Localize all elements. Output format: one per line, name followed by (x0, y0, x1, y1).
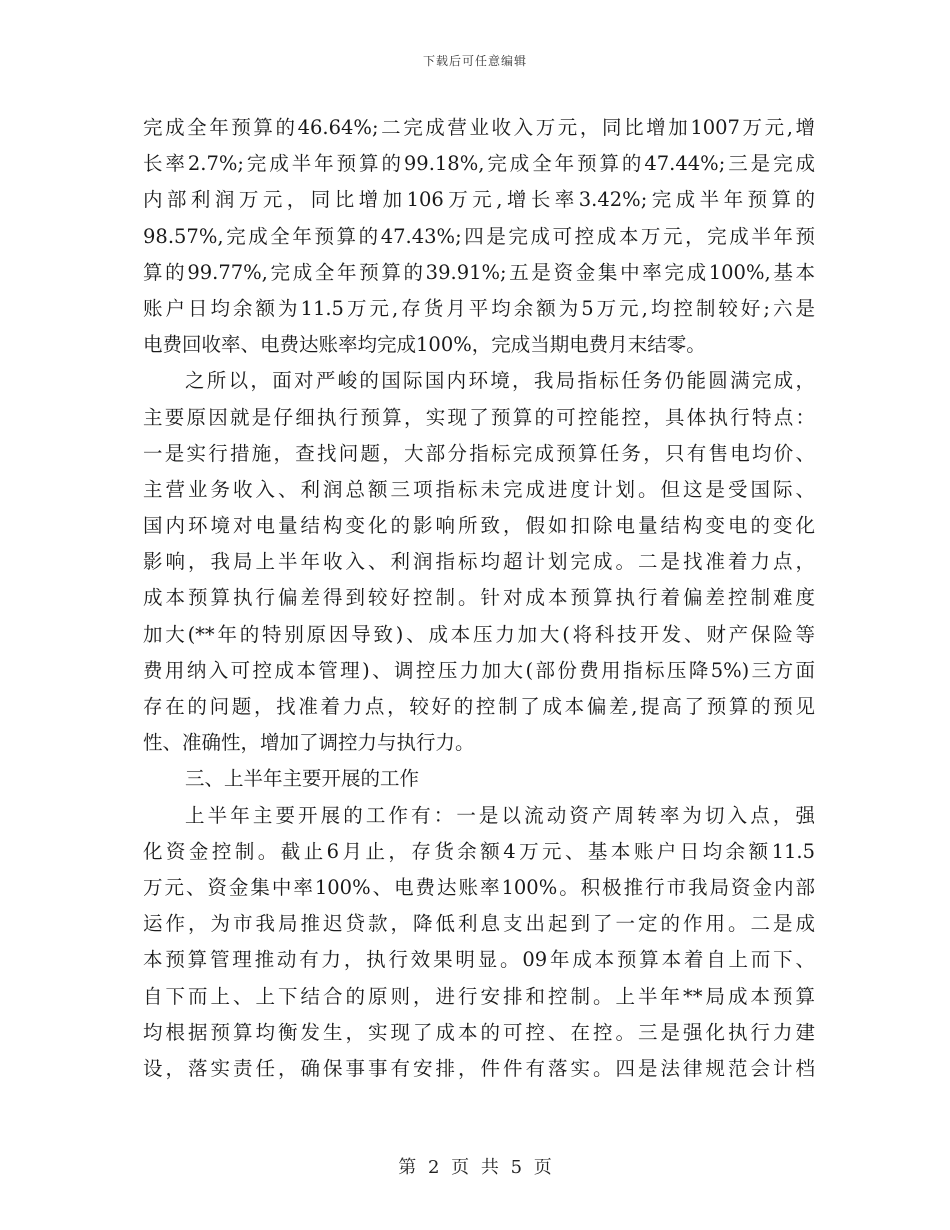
text-line: 化资金控制。截止6月止，存货余额4万元、基本账户日均余额11.5 (143, 839, 815, 863)
text-line: 万元、资金集中率100%、电费达账率100%。积极推行市我局资金内部 (143, 875, 815, 899)
text-line: 算的99.77%,完成全年预算的39.91%;五是资金集中率完成100%,基本 (143, 260, 815, 284)
text-line: 内部利润万元，同比增加106万元,增长率3.42%;完成半年预算的 (143, 188, 815, 212)
document-body (143, 110, 815, 1087)
text-line: 自下而上、上下结合的原则，进行安排和控制。上半年**局成本预算 (143, 984, 815, 1008)
text-line: 成本预算执行偏差得到较好控制。针对成本预算执行着偏差控制难度 (143, 586, 815, 610)
page-number-footer: 第 2 页 共 5 页 (398, 1157, 552, 1178)
text-line: 设，落实责任，确保事事有安排，件件有落实。四是法律规范会计档 (143, 1056, 815, 1080)
page-header: 下载后可任意编辑 (422, 54, 527, 68)
text-line: 均根据预算均衡发生，实现了成本的可控、在控。三是强化执行力建 (143, 1020, 815, 1044)
text-line: 运作，为市我局推迟贷款，降低利息支出起到了一定的作用。二是成 (143, 912, 815, 936)
text-line: 存在的问题，找准着力点，较好的控制了成本偏差,提高了预算的预见 (143, 695, 815, 718)
text-line: 加大(**年的特别原因导致)、成本压力加大(将科技开发、财产保险等 (143, 622, 815, 646)
section-heading: 三、上半年主要开展的工作 (185, 767, 420, 791)
text-line: 完成全年预算的46.64%;二完成营业收入万元，同比增加1007万元,增 (143, 116, 815, 139)
text-line: 主营业务收入、利润总额三项指标未完成进度计划。但这是受国际、 (143, 477, 815, 501)
text-line: 一是实行措施，查找问题，大部分指标完成预算任务，只有售电均价、 (143, 441, 815, 465)
text-line: 费用纳入可控成本管理)、调控压力加大(部份费用指标压降5%)三方面 (143, 658, 815, 682)
text-line: 国内环境对电量结构变化的影响所致，假如扣除电量结构变电的变化 (143, 514, 815, 538)
text-line: 长率2.7%;完成半年预算的99.18%,完成全年预算的47.44%;三是完成 (143, 152, 815, 176)
text-line: 电费回收率、电费达账率均完成100%，完成当期电费月末结零。 (143, 333, 706, 357)
text-line: 性、准确性，增加了调控力与执行力。 (143, 731, 475, 755)
text-line: 主要原因就是仔细执行预算，实现了预算的可控能控，具体执行特点： (143, 405, 815, 429)
text-line: 上半年主要开展的工作有：一是以流动资产周转率为切入点，强 (185, 803, 815, 827)
text-line: 本预算管理推动有力，执行效果明显。09年成本预算本着自上而下、 (143, 948, 815, 972)
text-line: 账户日均余额为11.5万元,存货月平均余额为5万元,均控制较好;六是 (143, 296, 815, 320)
text-line: 之所以，面对严峻的国际国内环境，我局指标任务仍能圆满完成， (185, 369, 815, 393)
text-line: 98.57%,完成全年预算的47.43%;四是完成可控成本万元，完成半年预 (143, 224, 815, 248)
text-line: 影响，我局上半年收入、利润指标均超计划完成。二是找准着力点， (143, 550, 815, 574)
